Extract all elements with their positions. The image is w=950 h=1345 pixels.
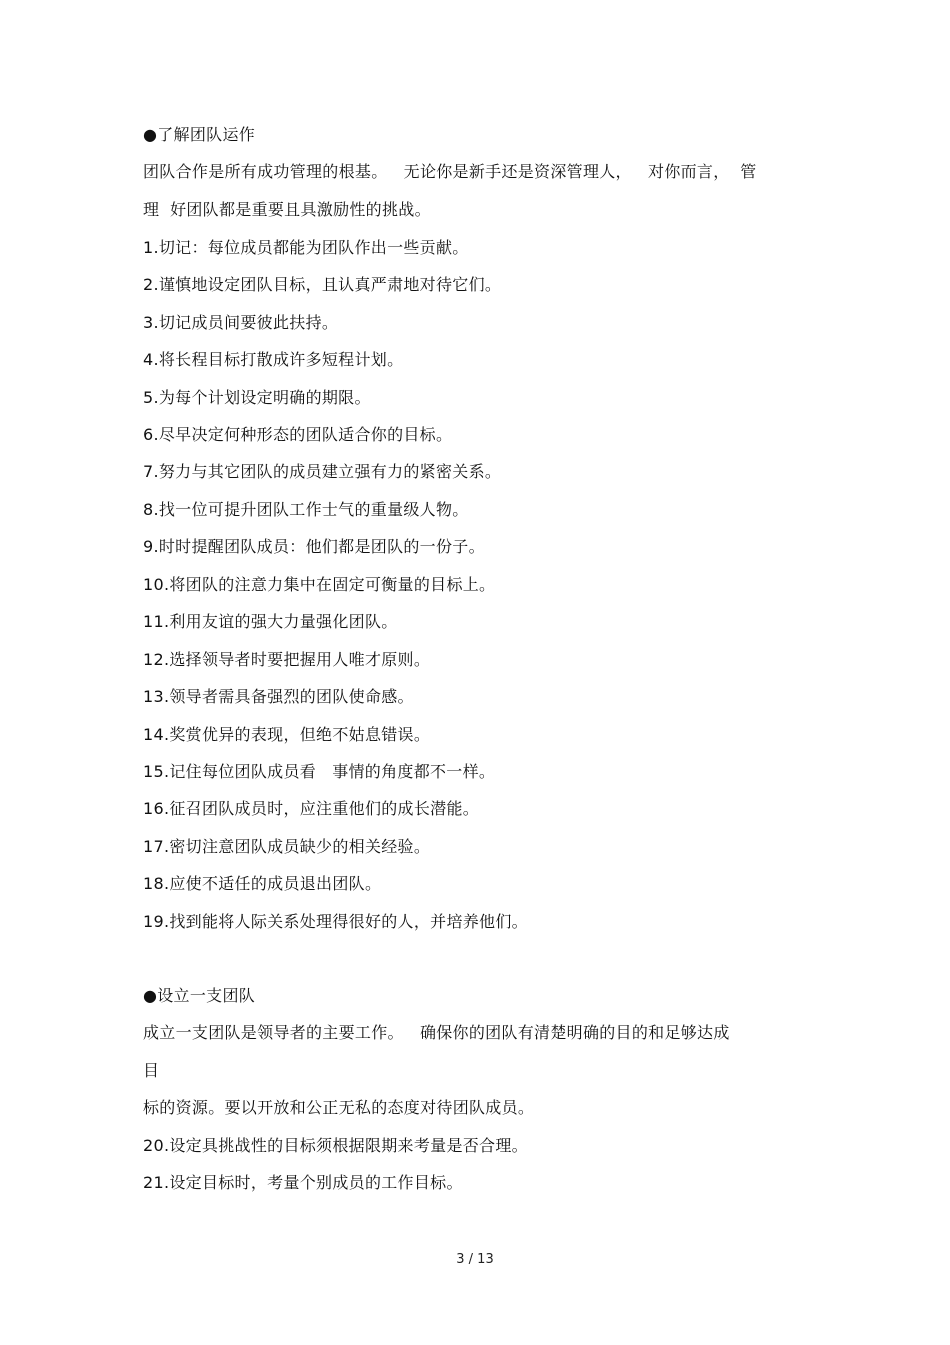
paragraph-line: 目 bbox=[143, 1061, 160, 1080]
list-item: 6.尽早决定何种形态的团队适合你的目标。 bbox=[143, 425, 453, 444]
list-item: 15.记住每位团队成员看 事情的角度都不一样。 bbox=[143, 762, 496, 781]
list-item: 7.努力与其它团队的成员建立强有力的紧密关系。 bbox=[143, 462, 502, 481]
paragraph-line: 成立一支团队是领导者的主要工作。 确保你的团队有清楚明确的目的和足够达成 bbox=[143, 1023, 730, 1042]
list-item: 11.利用友谊的强大力量强化团队。 bbox=[143, 612, 398, 631]
list-item: 14.奖赏优异的表现，但绝不姑息错误。 bbox=[143, 725, 431, 744]
section-heading: ●了解团队运作 bbox=[143, 125, 256, 144]
list-item: 20.设定具挑战性的目标须根据限期来考量是否合理。 bbox=[143, 1136, 528, 1155]
list-item: 19.找到能将人际关系处理得很好的人，并培养他们。 bbox=[143, 912, 528, 931]
list-item: 2.谨慎地设定团队目标，且认真严肃地对待它们。 bbox=[143, 275, 502, 294]
list-item: 16.征召团队成员时，应注重他们的成长潜能。 bbox=[143, 799, 480, 818]
list-item: 3.切记成员间要彼此扶持。 bbox=[143, 313, 339, 332]
list-item: 13.领导者需具备强烈的团队使命感。 bbox=[143, 687, 414, 706]
list-item: 18.应使不适任的成员退出团队。 bbox=[143, 874, 382, 893]
paragraph-line: 理 好团队都是重要且具激励性的挑战。 bbox=[143, 200, 431, 219]
list-item: 1.切记：每位成员都能为团队作出一些贡献。 bbox=[143, 238, 469, 257]
page-number: 3 / 13 bbox=[456, 1252, 494, 1267]
section-heading: ●设立一支团队 bbox=[143, 986, 256, 1005]
list-item: 8.找一位可提升团队工作士气的重量级人物。 bbox=[143, 500, 469, 519]
paragraph-line: 团队合作是所有成功管理的根基。 无论你是新手还是资深管理人， 对你而言， 管 bbox=[143, 162, 757, 181]
paragraph-line: 标的资源。要以开放和公正无私的态度对待团队成员。 bbox=[143, 1098, 535, 1117]
list-item: 12.选择领导者时要把握用人唯才原则。 bbox=[143, 650, 431, 669]
list-item: 4.将长程目标打散成许多短程计划。 bbox=[143, 350, 404, 369]
list-item: 21.设定目标时，考量个别成员的工作目标。 bbox=[143, 1173, 463, 1192]
list-item: 17.密切注意团队成员缺少的相关经验。 bbox=[143, 837, 431, 856]
list-item: 5.为每个计划设定明确的期限。 bbox=[143, 388, 371, 407]
list-item: 10.将团队的注意力集中在固定可衡量的目标上。 bbox=[143, 575, 496, 594]
list-item: 9.时时提醒团队成员：他们都是团队的一份子。 bbox=[143, 537, 485, 556]
